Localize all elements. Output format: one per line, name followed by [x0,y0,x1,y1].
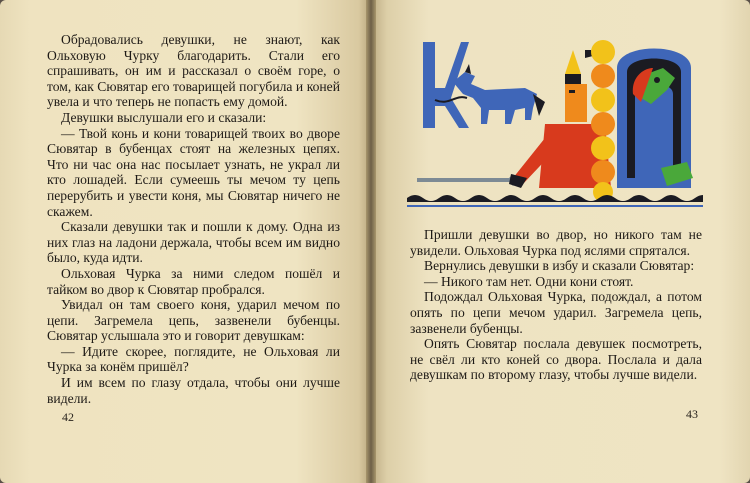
paragraph: — Никого там нет. Одни кони стоят. [424,273,634,289]
paragraph: Ольховая Чурка за ними следом пошёл и тайком во двор к Сювятар пробрался. [47,265,340,297]
story-illustration [405,28,705,206]
paragraph: И им всем по глазу отдала, чтобы они лучше видели. [47,375,340,406]
book-gutter [366,0,376,483]
paragraph: Сказали девушки так и пошли к дому. Одна из них глаз на ладони держала, чтобы всем им видно было, куда идти. [47,219,340,266]
paragraph: Вернулись девушки в избу и сказали Сювятар: [424,258,695,274]
paragraph: — Твой конь и кони товарищей твоих во дворе Сювятар в бубенцах стоят на железных цепях. Что ни час она нас посылает узнать, не украл ли кто лошадей. Если сумеешь ты мечом ту цепь перерубить и увести коня, мы Сювятар ничего не скажем. [47,125,340,219]
paragraph: Подождал Ольховая Чурка, подождал, а потом опять по цепи мечом ударил. Загремела цепь, зазвенели бубенцы. [410,289,702,336]
page-number-right: 43 [686,407,698,421]
ornament-column [591,40,615,202]
paragraph: Опять Сювятар послала девушек посмотреть, не свёл ли кто коней со двора. Послала и дала девушкам по второму глазу, чтобы лучше видели. [410,336,702,383]
horse-figure [453,64,545,124]
left-page-text [47,32,340,406]
paragraph: Обрадовались девушки, не знают, как Ольховую Чурку благодарить. Стали его спрашивать, он им и рассказал о своём горе, о том, как Сювятар его товарищей погубила и коней увела и что теперь не попасть ему домой. [47,32,340,110]
paragraph: Пришли девушки во двор, но никого там не увидели. Ольховая Чурка под яслями спрятался. [410,227,702,258]
sword-shape [417,174,517,186]
right-page-text [410,227,702,383]
paragraph: — Идите скорее, поглядите, не Ольховая ли Чурка за конём пришёл? [47,343,340,375]
paragraph: Девушки выслушали его и сказали: [61,109,267,125]
wave-divider [407,192,703,212]
witch-window [617,49,693,189]
paragraph: Увидал он там своего коня, ударил мечом по цепи. Загремела цепь, зазвенели бубенцы. Сювятар услышала это и говорит девушкам: [47,297,340,344]
page-number-left: 42 [62,410,74,424]
